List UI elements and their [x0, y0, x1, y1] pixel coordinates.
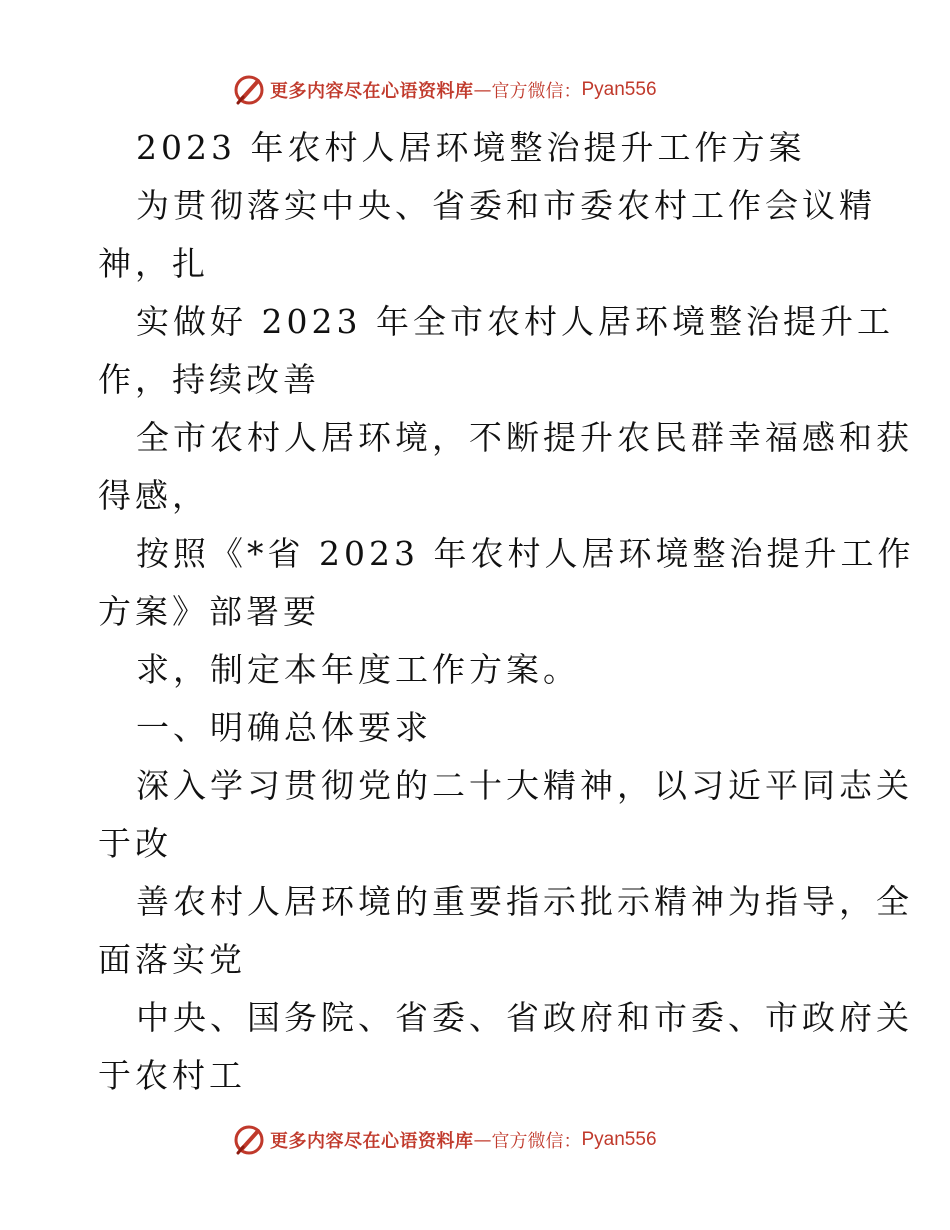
paragraph-line: 于改	[98, 824, 172, 863]
document-title: 2023 年农村人居环境整治提升工作方案	[136, 128, 806, 167]
watermark-separator: —	[473, 79, 492, 101]
paragraph-line: 按照《*省 2023 年农村人居环境整治提升工作	[136, 534, 915, 573]
watermark-wechat-id: Pyan556	[581, 79, 657, 100]
paragraph-line: 为贯彻落实中央、省委和市委农村工作会议精	[136, 186, 876, 225]
paragraph-line: 全市农村人居环境，不断提升农民群幸福感和获	[136, 418, 913, 457]
paragraph-line: 作，持续改善	[98, 360, 320, 399]
watermark-wechat-id: Pyan556	[581, 1129, 657, 1150]
footer-watermark	[0, 1120, 950, 1160]
paragraph-line: 中央、国务院、省委、省政府和市委、市政府关	[136, 998, 913, 1037]
brush-pen-logo-icon	[232, 73, 266, 107]
paragraph-line: 得感，	[98, 476, 209, 515]
watermark-sub-text: 官方微信：	[491, 81, 582, 102]
paragraph-line: 面落实党	[98, 940, 246, 979]
paragraph-line: 实做好 2023 年全市农村人居环境整治提升工	[136, 302, 894, 341]
header-watermark	[0, 70, 950, 110]
section-heading: 一、明确总体要求	[136, 708, 432, 747]
watermark-main-text: 更多内容尽在心语资料库	[270, 1131, 474, 1152]
brush-pen-logo-icon	[232, 1123, 266, 1157]
paragraph-line: 于农村工	[98, 1056, 246, 1095]
paragraph-line: 善农村人居环境的重要指示批示精神为指导，全	[136, 882, 913, 921]
watermark-main-text: 更多内容尽在心语资料库	[270, 81, 474, 102]
paragraph-line: 神，扎	[98, 244, 209, 283]
watermark-separator: —	[473, 1129, 492, 1151]
paragraph-line: 深入学习贯彻党的二十大精神，以习近平同志关	[136, 766, 913, 805]
paragraph-line: 方案》部署要	[98, 592, 320, 631]
paragraph-line: 求，制定本年度工作方案。	[136, 650, 580, 689]
watermark-sub-text: 官方微信：	[491, 1131, 582, 1152]
